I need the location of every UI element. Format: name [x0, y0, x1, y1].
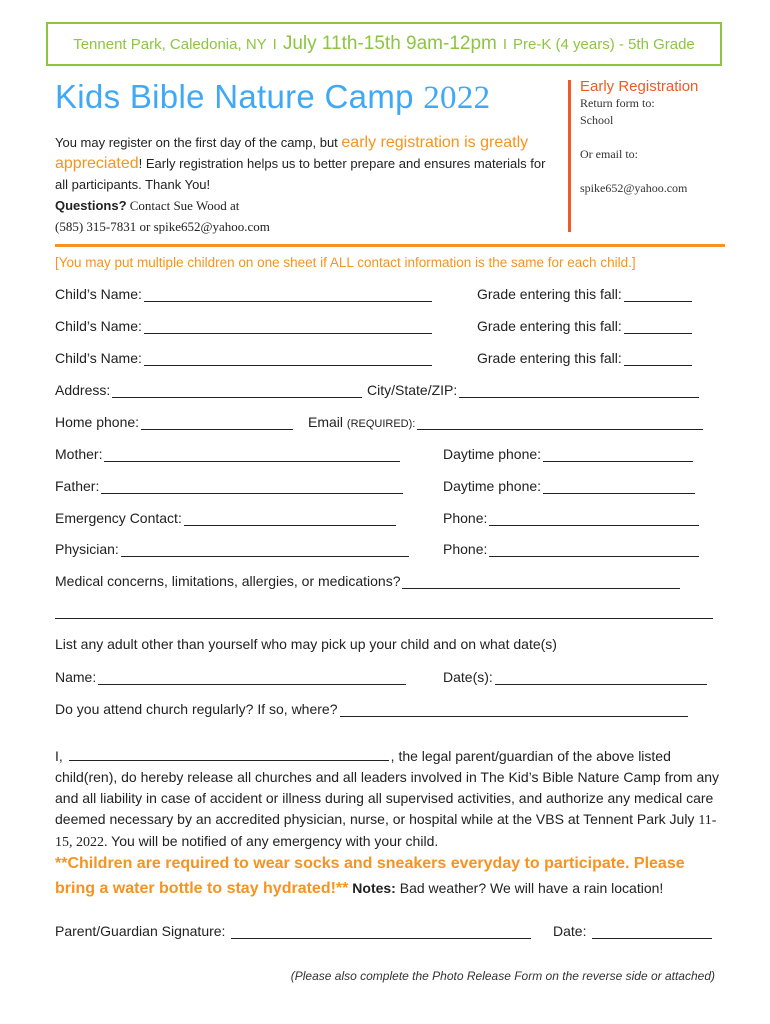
child-name-input[interactable]	[144, 349, 432, 366]
daytime-phone-label: Daytime phone:	[443, 478, 542, 494]
banner-separator: I	[502, 35, 508, 53]
notes-text: Bad weather? We will have a rain location!	[395, 880, 664, 896]
guardian-name-input[interactable]	[69, 746, 389, 761]
liability-release	[55, 746, 725, 853]
release-text-1: , the legal parent/guardian of the above listed child(ren), do hereby release all churches and all leaders involved in The Kid’s Bible Nature Camp from any and all liability in case of accident or illness during all supervised activities, and authorize any medical care deemed necessary by an accredited physician, nurse, or hospital while at the VBS at Tennent Park July	[55, 748, 720, 827]
child-row-1	[55, 285, 715, 305]
child-name-input[interactable]	[144, 317, 432, 334]
return-school: School	[580, 113, 614, 127]
child-row-3	[55, 349, 715, 369]
grade-label: Grade entering this fall:	[477, 318, 622, 334]
mother-daytime-phone-input[interactable]	[543, 445, 693, 462]
grade-input[interactable]	[624, 349, 692, 366]
early-registration-heading: Early Registration	[580, 78, 699, 95]
questions-label: Questions?	[55, 198, 127, 213]
email-label: Or email to:	[580, 147, 638, 161]
title-year: 2022	[423, 80, 491, 116]
grade-input[interactable]	[624, 317, 692, 334]
email-required-label: (REQUIRED):	[346, 418, 416, 430]
intro-text-2: ! Early registration helps us to better prepare and ensures materials for all participants. Thank You!	[55, 156, 546, 192]
grade-input[interactable]	[624, 285, 692, 302]
early-registration-box	[580, 78, 750, 197]
physician-phone-input[interactable]	[489, 540, 699, 557]
requirements-text: **Children are required to wear socks and sneakers everyday to participate. Please bring a water bottle to stay hydrated!**	[55, 855, 685, 897]
child-name-label: Child’s Name:	[55, 350, 142, 366]
notes-label: Notes:	[348, 880, 396, 896]
father-daytime-phone-input[interactable]	[543, 477, 695, 494]
child-name-input[interactable]	[144, 285, 432, 302]
sidebar-divider	[568, 80, 571, 232]
signature-date-input[interactable]	[592, 922, 712, 939]
pickup-dates-input[interactable]	[495, 668, 707, 685]
daytime-phone-label: Daytime phone:	[443, 446, 542, 462]
physician-input[interactable]	[121, 540, 409, 557]
medical-input[interactable]	[402, 572, 680, 589]
multiple-children-note: [You may put multiple children on one sheet if ALL contact information is the same for each child.]	[55, 255, 636, 270]
physician-label: Physician:	[55, 541, 119, 557]
registration-email: spike652@yahoo.com	[580, 181, 688, 195]
phone-label: Phone:	[443, 510, 488, 526]
father-label: Father:	[55, 478, 100, 494]
child-name-label: Child’s Name:	[55, 318, 142, 334]
church-label: Do you attend church regularly? If so, where?	[55, 701, 338, 717]
mother-input[interactable]	[104, 445, 400, 462]
phone-email-row	[55, 413, 715, 433]
father-input[interactable]	[101, 477, 403, 494]
medical-input-line-2[interactable]	[55, 604, 713, 619]
church-input[interactable]	[340, 700, 688, 717]
home-phone-input[interactable]	[141, 413, 293, 430]
pickup-label: List any adult other than yourself who may pick up your child and on what date(s)	[55, 636, 557, 652]
address-label: Address:	[55, 382, 111, 398]
camp-info-banner	[46, 22, 722, 66]
intro-text	[55, 132, 555, 237]
mother-row	[55, 445, 715, 465]
signature-input[interactable]	[231, 922, 531, 939]
banner-grades: Pre-K (4 years) - 5th Grade	[513, 35, 695, 53]
pickup-name-label: Name:	[55, 669, 97, 685]
questions-text: Contact Sue Wood at	[126, 198, 240, 213]
medical-row	[55, 572, 715, 592]
signature-row	[55, 922, 715, 942]
child-row-2	[55, 317, 715, 337]
city-input[interactable]	[459, 381, 699, 398]
signature-label: Parent/Guardian Signature:	[55, 923, 226, 939]
contact-phone: (585) 315-7831 or spike652@yahoo.com	[55, 219, 270, 234]
city-label: City/State/ZIP:	[367, 382, 458, 398]
page-title	[55, 78, 490, 117]
email-field-label: Email	[308, 414, 344, 430]
phone-label: Phone:	[443, 541, 488, 557]
release-text-2: You will be notified of any emergency with your child.	[107, 833, 439, 849]
intro-text-1: You may register on the first day of the camp, but	[55, 135, 342, 150]
return-form-label: Return form to:	[580, 96, 655, 110]
divider-rule	[55, 244, 725, 247]
emergency-row	[55, 509, 715, 529]
father-row	[55, 477, 715, 497]
banner-dates: July 11th-15th 9am-12pm	[282, 33, 497, 54]
pickup-row	[55, 636, 715, 656]
emergency-contact-label: Emergency Contact:	[55, 510, 182, 526]
grade-label: Grade entering this fall:	[477, 350, 622, 366]
email-input[interactable]	[417, 413, 703, 430]
mother-label: Mother:	[55, 446, 103, 462]
signature-date-label: Date:	[553, 923, 587, 939]
intro-emphasis: early registration is greatly appreciated	[55, 134, 529, 172]
emergency-contact-input[interactable]	[184, 509, 396, 526]
medical-label: Medical concerns, limitations, allergies, or medications?	[55, 573, 401, 589]
photo-release-note: (Please also complete the Photo Release Form on the reverse side or attached)	[290, 969, 715, 983]
child-name-label: Child’s Name:	[55, 286, 142, 302]
pickup-name-input[interactable]	[98, 668, 406, 685]
grade-label: Grade entering this fall:	[477, 286, 622, 302]
physician-row	[55, 540, 715, 560]
title-main: Kids Bible Nature Camp	[55, 78, 414, 115]
address-input[interactable]	[112, 381, 362, 398]
banner-separator: I	[272, 35, 277, 53]
requirements-warning	[55, 852, 725, 901]
pickup-name-row	[55, 668, 715, 688]
address-row	[55, 381, 715, 401]
release-dates: 11-15, 2022.	[55, 813, 717, 850]
church-row	[55, 700, 715, 720]
banner-location: Tennent Park, Caledonia, NY	[73, 35, 267, 53]
release-i: I,	[55, 748, 63, 764]
pickup-dates-label: Date(s):	[443, 669, 493, 685]
emergency-phone-input[interactable]	[489, 509, 699, 526]
home-phone-label: Home phone:	[55, 414, 140, 430]
